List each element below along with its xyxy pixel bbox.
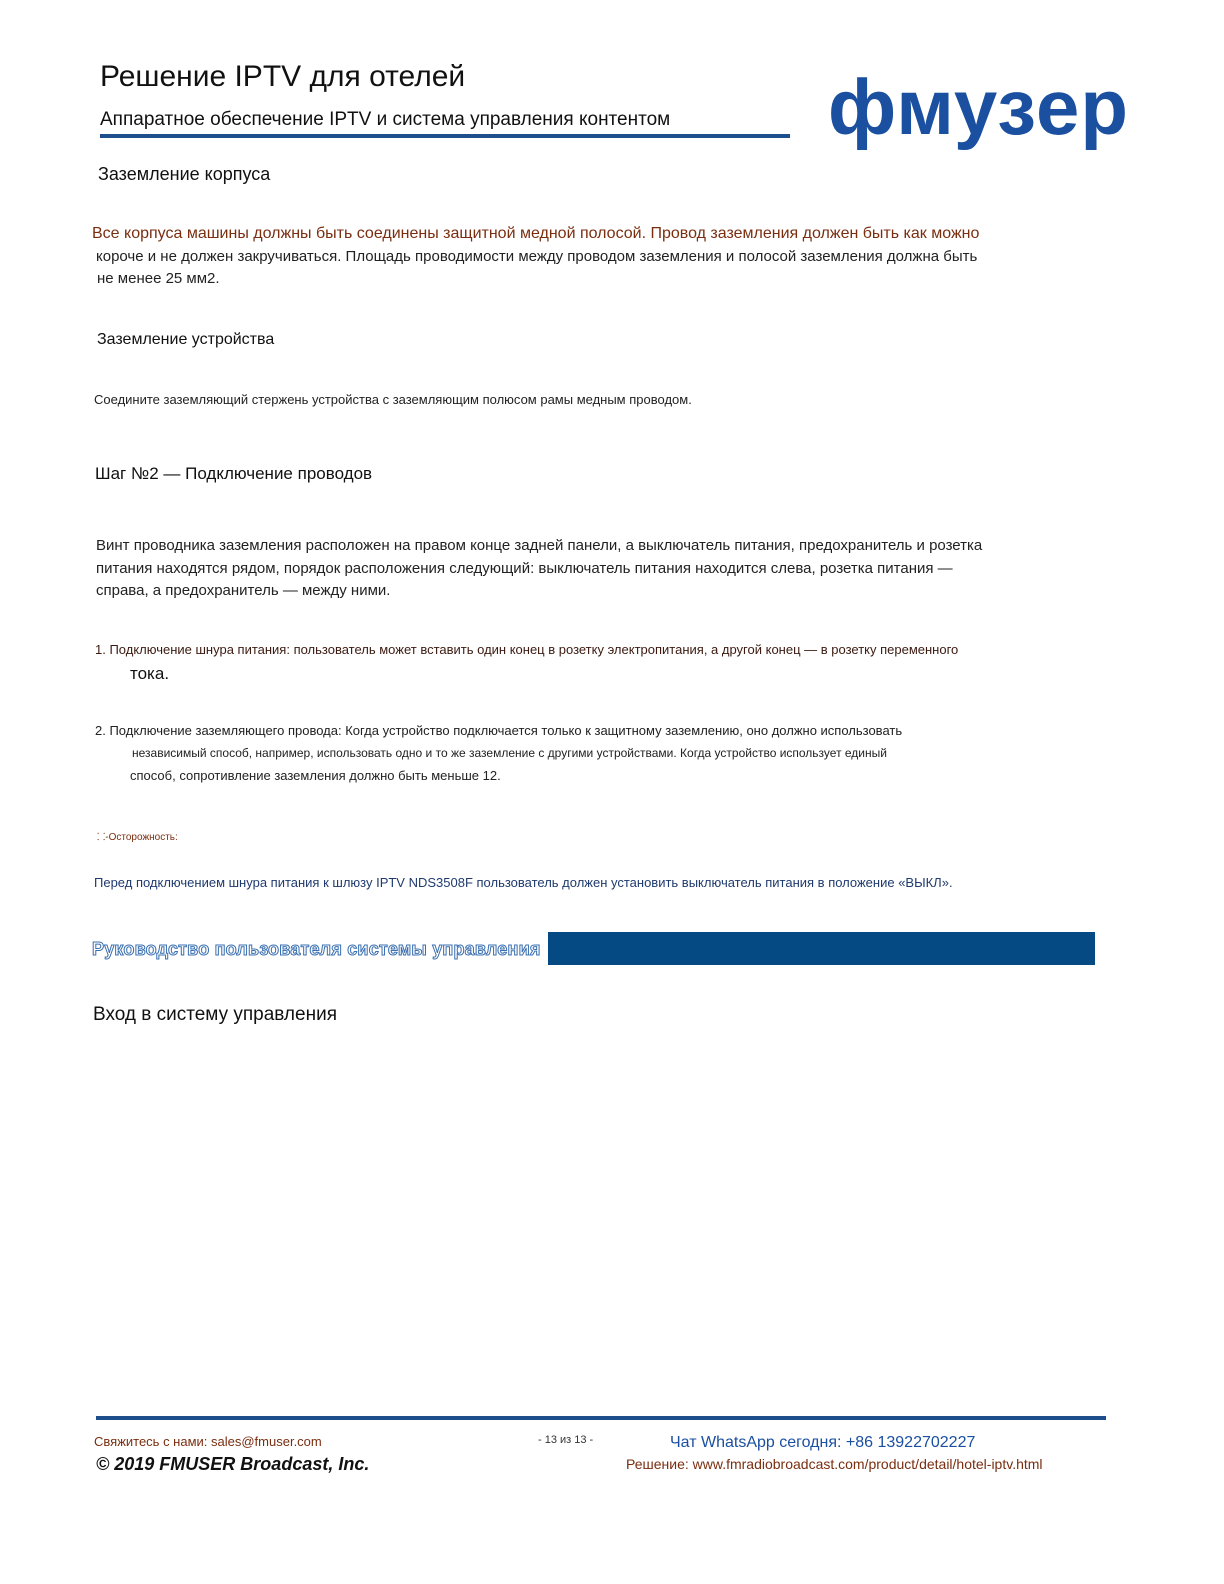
caution-note: Перед подключением шнура питания к шлюзу IPTV NDS3508F пользователь должен установить выключатель питания в положение «ВЫКЛ».	[94, 875, 953, 890]
list-item-1-line-1: 1. Подключение шнура питания: пользователь может вставить один конец в розетку электропитания, а другой конец — в розетку переменного	[95, 642, 959, 657]
list-item-1-line-2: тока.	[130, 664, 170, 683]
footer-divider	[96, 1416, 1106, 1420]
document-subtitle: Аппаратное обеспечение IPTV и система управления контентом	[100, 109, 671, 130]
list-item-2-line-1: 2. Подключение заземляющего провода: Когда устройство подключается только к защитному заземлению, оно должно использовать	[95, 723, 903, 738]
heading-case-grounding: Заземление корпуса	[98, 164, 271, 184]
step2-paragraph-line-3: справа, а предохранитель — между ними.	[96, 582, 391, 599]
case-grounding-line-1: Все корпуса машины должны быть соединены защитной медной полосой. Провод заземления должен быть как можно	[92, 225, 980, 242]
heading-step-2: Шаг №2 — Подключение проводов	[95, 464, 373, 483]
section-bar	[548, 932, 1095, 965]
section-label-manual: Руководство пользователя системы управления	[92, 939, 541, 959]
footer-page-number: - 13 из 13 -	[538, 1434, 594, 1446]
list-item-2-line-2: независимый способ, например, использовать одно и то же заземление с другими устройствами. Когда устройство использует единый	[132, 746, 887, 760]
document-title: Решение IPTV для отелей	[100, 60, 466, 93]
footer-solution-link[interactable]: Решение: www.fmradiobroadcast.com/product/detail/hotel-iptv.html	[626, 1456, 1043, 1472]
case-grounding-line-2: короче и не должен закручиваться. Площадь проводимости между проводом заземления и полосой заземления должна быть	[96, 248, 978, 265]
footer-whatsapp: Чат WhatsApp сегодня: +86 13922702227	[670, 1434, 976, 1451]
heading-login: Вход в систему управления	[93, 1004, 337, 1025]
device-grounding-text: Соедините заземляющий стержень устройства с заземляющим полюсом рамы медным проводом.	[94, 392, 692, 407]
list-item-2-line-3: способ, сопротивление заземления должно быть меньше 12.	[130, 768, 501, 783]
footer-contact: Свяжитесь с нами: sales@fmuser.com	[94, 1434, 322, 1449]
brand-logo: фмузер	[828, 63, 1130, 151]
step2-paragraph-line-1: Винт проводника заземления расположен на правом конце задней панели, а выключатель питания, предохранитель и розетка	[96, 537, 983, 554]
case-grounding-line-3: не менее 25 мм2.	[97, 270, 220, 287]
caution-label: ⸬-Осторожность:	[97, 832, 178, 843]
step2-paragraph-line-2: питания находятся рядом, порядок расположения следующий: выключатель питания находится слева, розетка питания —	[96, 560, 953, 577]
header-divider	[100, 134, 790, 138]
heading-device-grounding: Заземление устройства	[97, 331, 275, 348]
footer-copyright: © 2019 FMUSER Broadcast, Inc.	[96, 1454, 370, 1474]
